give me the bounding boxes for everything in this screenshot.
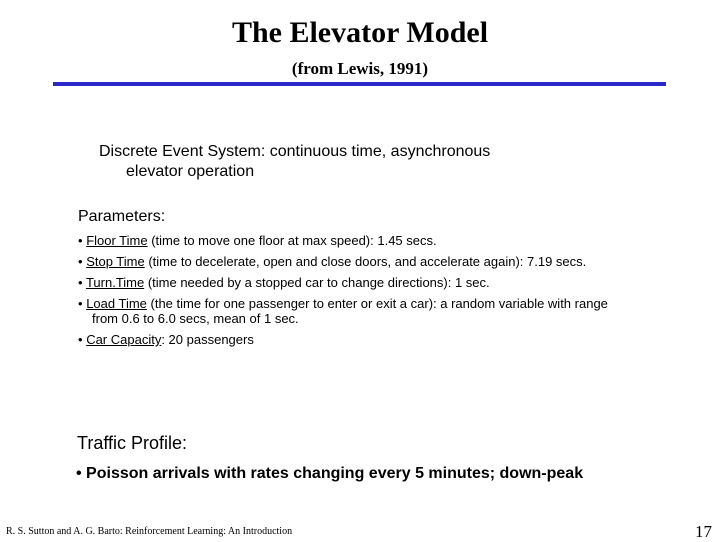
parameter-text: (the time for one passenger to enter or exit a car): a random variable with range xyxy=(146,296,608,311)
footer-credit: R. S. Sutton and A. G. Barto: Reinforcement Learning: An Introduction xyxy=(6,526,293,537)
page-number: 17 xyxy=(695,522,712,541)
system-description xyxy=(99,142,659,182)
bullet: • xyxy=(78,233,83,248)
system-line-1: Discrete Event System: continuous time, asynchronous xyxy=(99,143,491,160)
parameter-car-capacity xyxy=(78,332,708,347)
parameter-text: (time needed by a stopped car to change directions): 1 sec. xyxy=(144,275,490,290)
parameters-heading: Parameters: xyxy=(78,208,166,225)
parameter-turn-time xyxy=(78,275,708,290)
parameter-floor-time xyxy=(78,233,708,248)
slide-subtitle: (from Lewis, 1991) xyxy=(291,59,429,78)
traffic-profile-heading: Traffic Profile: xyxy=(77,433,188,453)
parameter-term: Car Capacity xyxy=(86,332,162,347)
parameter-term: Floor Time xyxy=(86,233,148,248)
parameter-term: Stop Time xyxy=(86,254,145,269)
parameter-continuation: from 0.6 to 6.0 secs, mean of 1 sec. xyxy=(92,311,299,326)
parameter-text: (time to decelerate, open and close doors, and accelerate again): 7.19 secs. xyxy=(144,254,587,269)
title-rule xyxy=(53,82,666,86)
traffic-profile-item: • Poisson arrivals with rates changing every 5 minutes; down-peak xyxy=(76,465,584,482)
parameter-load-time xyxy=(78,296,708,326)
parameter-text: : 20 passengers xyxy=(161,332,254,347)
bullet: • xyxy=(78,275,83,290)
parameter-stop-time xyxy=(78,254,708,269)
parameter-term: Load Time xyxy=(86,296,147,311)
parameter-term: Turn.Time xyxy=(85,275,145,290)
bullet: • xyxy=(78,332,83,347)
bullet: • xyxy=(78,296,83,311)
parameters-list xyxy=(78,233,708,353)
bullet: • xyxy=(78,254,83,269)
system-line-2: elevator operation xyxy=(126,163,255,180)
parameter-text: (time to move one floor at max speed): 1.45 secs. xyxy=(147,233,437,248)
slide-title: The Elevator Model xyxy=(231,16,489,49)
